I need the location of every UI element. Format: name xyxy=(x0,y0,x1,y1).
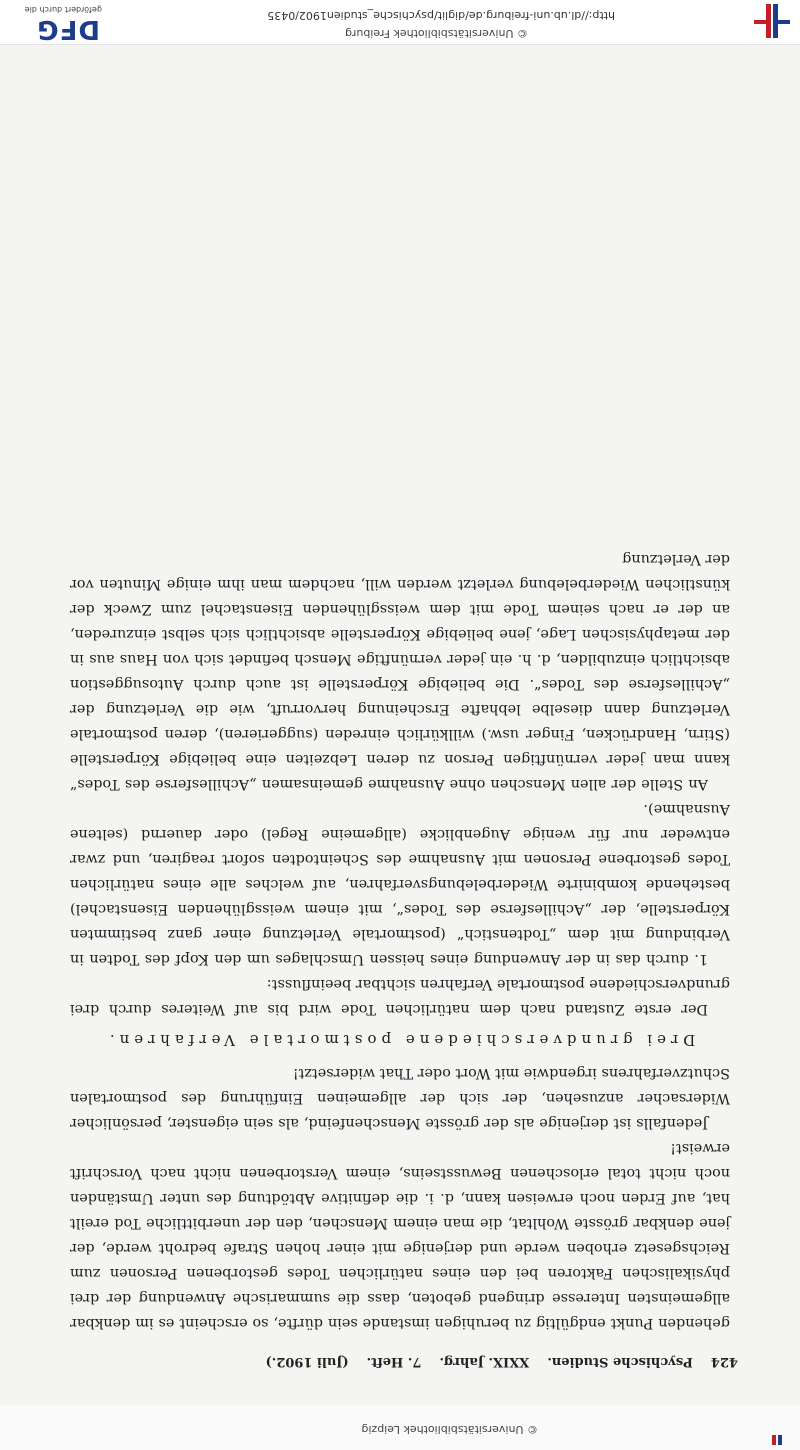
dfg-logo: DFG xyxy=(36,14,100,44)
library-copyright: © Universitätsbibliothek Freiburg xyxy=(345,27,528,40)
body-text xyxy=(70,546,730,1335)
journal-date: (Juli 1902.) xyxy=(265,1354,349,1369)
paragraph: Jedenfalls ist derjenige als der grösste Menschenfeind, als sein eigenster, persönlicher Widersacher anzusehen, der sich der allgemeinen Einführung des postmortalen Schutzverfahrens irgendwie mit Wort oder That widersetzt! xyxy=(70,1065,730,1131)
paragraph: gehenden Punkt endgültig zu beruhigen imstande sein dürfte, so erscheint es im denkbar allgemeinsten Interesse dringend geboten, dass die summarische Anwendung der drei physikalischen Faktoren bei den eines natürlichen Todes gestorbenen Personen zum Reichsgesetz erhoben werde und derjenige mit einer hohen Strafe bedroht werde, der jene denkbar grösste Wohltat, die man einem Menschen, den der unerbittliche Tod ereilt hat, auf Erden noch erweisen kann, d. i. die definitive Abtödtung des unter Umständen noch nicht total erloschenen Bewusstseins, einem Verstorbenen nicht nach Vorschrift erweist! xyxy=(70,1140,730,1331)
scanned-page xyxy=(0,45,800,1405)
running-head xyxy=(48,1354,738,1369)
paragraph: 1. durch das in der Anwendung eines heissen Umschlages um den Kopf des Todten in Verbindung mit dem „Todtenstich“ (postmortale Verletzung einer ganz bestimmten Körperstelle, der „Achillesferse des Todes“, mit einem weissglühenden Eisenstachel) bestehende kombinirte Wiederbelebungsverfahren, auf welches alle eines natürlichen Todes gestorbene Personen mit Ausnahme des Scheintodten sofort reagiren, und zwar entweder nur für wenige Augenblicke (allgemeine Regel) oder dauernd (seltene Ausnahme). xyxy=(70,801,730,967)
library-logo-icon xyxy=(760,1431,790,1450)
library-copyright: © Universitätsbibliothek Leipzig xyxy=(361,1423,538,1436)
journal-volume: XXIX. Jahrg. xyxy=(439,1354,530,1369)
paragraph: Der erste Zustand nach dem natürlichen Tode wird bis auf Weiteres durch drei grundverschiedene postmortale Verfahren sichtbar beeinflusst: xyxy=(70,976,730,1017)
bottom-footer-strip xyxy=(0,1404,800,1450)
dfg-sponsor-text: gefördert durch die xyxy=(24,5,102,14)
journal-title: Psychische Studien. xyxy=(547,1354,693,1369)
library-logo-icon xyxy=(752,0,792,38)
journal-issue: 7. Heft. xyxy=(366,1354,422,1369)
paragraph: An Stelle der allen Menschen ohne Ausnahme gemeinsamen „Achillesferse des Todes“ kann man jeder vernünftigen Person zu deren Lebzeiten eine beliebige Körperstelle (Stirn, Handrücken, Finger usw.) willkürlich einreden (suggerieren), deren postmortale Verletzung dann dieselbe lebhafte Erscheinung hervorruft, wie die Verletzung der „Achillesferse des Todes“. Die beliebige Körperstelle ist auch durch Autosuggestion absichtlich einzubilden, d. h. ein jeder vernünftige Mensch befindet sich von Haus aus in der metaphysischen Lage, jene beliebige Körperstelle absichtlich sich selbst einzureden, an der er nach seinem Tode mit dem weissglühenden Eisenstachel zum Zweck der künstlichen Wiederbelebung verletzt werden will, nachdem man ihm einige Minuten vor der Verletzung xyxy=(70,551,730,792)
page-number: 424 xyxy=(710,1354,738,1369)
top-header-strip xyxy=(0,0,800,45)
digitization-url[interactable]: http://dl.ub.uni-freiburg.de/diglit/psychische_studien1902/0435 xyxy=(267,9,615,22)
section-heading: Drei grundverschiedene postmortale Verfahren. xyxy=(104,1031,696,1049)
